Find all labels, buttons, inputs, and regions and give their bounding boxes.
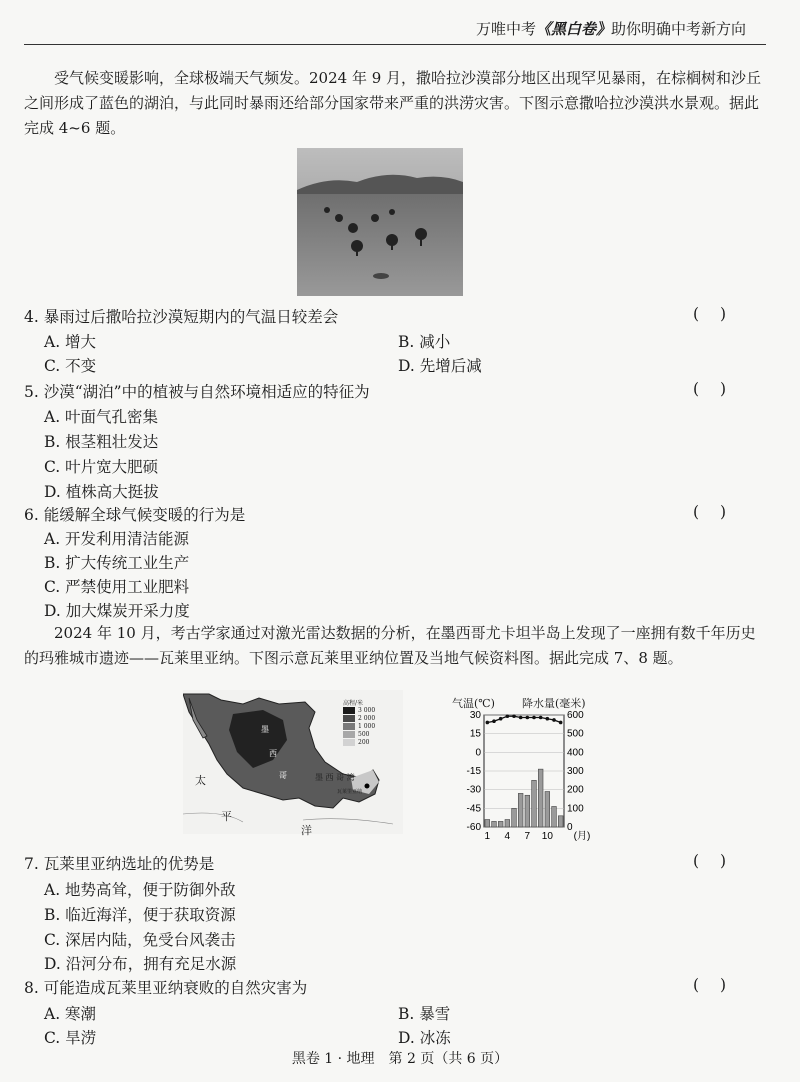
site-label: 瓦莱里亚纳 xyxy=(337,789,363,795)
page-header xyxy=(476,18,746,39)
legend-row xyxy=(343,730,375,738)
q8-stem: 8. 可能造成瓦莱里亚纳衰败的自然灾害为 xyxy=(24,979,308,997)
temperature-point xyxy=(506,714,510,718)
legend-label: 3 000 xyxy=(358,706,376,714)
legend-swatch xyxy=(343,715,355,722)
q4-option-a: A. 增大 xyxy=(44,333,97,351)
gulf-label: 墨 西 哥 湾 xyxy=(315,773,355,782)
x-unit-label: (月) xyxy=(573,831,591,842)
precipitation-bar xyxy=(485,820,490,827)
q7-option-c: C. 深居内陆，免受台风袭击 xyxy=(44,931,236,949)
legend-swatch xyxy=(343,707,355,714)
intro-paragraph-2: 2024 年 10 月，考古学家通过对激光雷达数据的分析，在墨西哥尤卡坦半岛上发现了一座拥有数千年历史的玛雅城市遗迹——瓦莱里亚纳。下图示意瓦莱里亚纳位置及当地气候资料图。据此完成 7、8 题。 xyxy=(24,624,756,667)
temperature-point xyxy=(519,716,523,720)
tick-label-left: 0 xyxy=(475,747,481,759)
desert-flood-photo xyxy=(297,148,463,296)
temperature-point xyxy=(492,719,496,723)
q8-option-c: C. 旱涝 xyxy=(44,1029,97,1047)
legend-row xyxy=(343,706,375,714)
q5-option-a: A. 叶面气孔密集 xyxy=(44,408,159,426)
tick-label-right: 0 xyxy=(567,822,573,833)
x-tick-label: 10 xyxy=(541,831,553,842)
q4-option-d: D. 先增后减 xyxy=(398,357,482,375)
q8-option-b: B. 暴雪 xyxy=(398,1005,451,1023)
tick-label-left: 30 xyxy=(469,710,481,721)
x-tick-label: 4 xyxy=(504,831,511,842)
chart-ylabel-right: 降水量(毫米) xyxy=(522,697,586,710)
ocean-label-1: 太 xyxy=(195,774,206,787)
precipitation-bar xyxy=(512,808,517,827)
legend-label: 2 000 xyxy=(358,714,376,722)
legend-row xyxy=(343,738,375,746)
q8-option-d: D. 冰冻 xyxy=(398,1029,451,1047)
country-char-3: 哥 xyxy=(279,771,287,780)
x-tick-label: 1 xyxy=(484,831,491,842)
tick-label-left: -60 xyxy=(466,822,481,833)
header-prefix: 万唯中考 xyxy=(475,20,536,38)
climate-chart xyxy=(452,695,620,855)
q6-stem: 6. 能缓解全球气候变暖的行为是 xyxy=(24,506,246,524)
legend-label: 200 xyxy=(358,738,370,746)
temperature-point xyxy=(546,717,550,721)
tick-label-left: 15 xyxy=(469,728,481,740)
q8-option-a: A. 寒潮 xyxy=(44,1005,97,1023)
q7-option-d: D. 沿河分布，拥有充足水源 xyxy=(44,955,237,973)
legend-row xyxy=(343,714,375,722)
precipitation-bar xyxy=(498,821,503,827)
precipitation-bar xyxy=(492,821,497,827)
temperature-point xyxy=(539,716,543,720)
temperature-point xyxy=(499,717,503,721)
map-legend-title: 高程/米 xyxy=(343,700,364,707)
tick-label-right: 200 xyxy=(567,784,584,796)
country-char-2: 西 xyxy=(269,749,277,758)
temperature-point xyxy=(532,716,536,720)
q6-option-b: B. 扩大传统工业生产 xyxy=(44,554,190,572)
precipitation-bar xyxy=(558,816,563,827)
tick-label-right: 500 xyxy=(567,728,584,740)
intro-paragraph-1: 受气候变暖影响，全球极端天气频发。2024 年 9 月，撒哈拉沙漠部分地区出现罕见暴雨，在棕榈树和沙丘之间形成了蓝色的湖泊，与此同时暴雨还给部分国家带来严重的洪涝灾害。下图示意撒哈拉沙漠洪水景观。据此完成 4~6 题。 xyxy=(24,69,762,137)
q5-stem: 5. 沙漠“湖泊”中的植被与自然环境相适应的特征为 xyxy=(24,383,370,401)
page-footer: 黑卷 1 · 地理 第 2 页（共 6 页） xyxy=(291,1051,509,1067)
q6-option-d: D. 加大煤炭开采力度 xyxy=(44,602,190,620)
tick-label-right: 600 xyxy=(567,710,584,721)
mexico-elevation-map xyxy=(183,690,403,837)
legend-row xyxy=(343,722,375,730)
q7-option-b: B. 临近海洋，便于获取资源 xyxy=(44,906,236,924)
q5-option-b: B. 根茎粗壮发达 xyxy=(44,433,159,451)
q5-option-c: C. 叶片宽大肥硕 xyxy=(44,458,159,476)
temperature-point xyxy=(486,721,490,725)
precipitation-bar xyxy=(538,769,543,827)
legend-swatch xyxy=(343,739,355,746)
x-tick-label: 7 xyxy=(524,831,531,842)
q8-answer-paren: ( ) xyxy=(692,976,734,994)
ocean-label-3: 洋 xyxy=(301,824,312,837)
temperature-line xyxy=(487,716,560,722)
q7-answer-paren: ( ) xyxy=(692,852,734,870)
q4-answer-paren: ( ) xyxy=(692,305,734,323)
ocean-label-2: 平 xyxy=(221,810,232,823)
country-char-1: 墨 xyxy=(261,725,269,734)
precipitation-bar xyxy=(552,806,557,827)
q5-option-d: D. 植株高大挺拔 xyxy=(44,483,159,501)
legend-label: 1 000 xyxy=(358,722,376,730)
temperature-point xyxy=(512,714,516,718)
q5-answer-paren: ( ) xyxy=(692,380,734,398)
temperature-point xyxy=(552,718,556,722)
tick-label-left: -30 xyxy=(466,784,481,796)
q6-option-a: A. 开发利用清洁能源 xyxy=(44,530,190,548)
temperature-point xyxy=(559,721,563,725)
q4-stem: 4. 暴雨过后撒哈拉沙漠短期内的气温日较差会 xyxy=(24,308,339,326)
q7-option-a: A. 地势高耸，便于防御外敌 xyxy=(44,881,236,899)
legend-label: 500 xyxy=(358,730,370,738)
precipitation-bar xyxy=(545,792,550,827)
header-suffix: 助你明确中考新方向 xyxy=(610,20,746,38)
tick-label-left: -45 xyxy=(466,803,481,815)
tick-label-right: 400 xyxy=(567,747,584,759)
map-legend xyxy=(343,706,375,746)
precipitation-bar xyxy=(525,795,530,827)
precipitation-bar xyxy=(505,820,510,827)
chart-ylabel-left: 气温(℃) xyxy=(452,697,495,710)
tick-label-right: 100 xyxy=(567,803,584,815)
legend-swatch xyxy=(343,731,355,738)
climate-chart-svg xyxy=(452,695,620,855)
tick-label-right: 300 xyxy=(567,766,584,777)
q6-answer-paren: ( ) xyxy=(692,503,734,521)
q7-stem: 7. 瓦莱里亚纳选址的优势是 xyxy=(24,855,215,873)
q4-option-c: C. 不变 xyxy=(44,357,97,375)
legend-swatch xyxy=(343,723,355,730)
header-brand: 《黑白卷》 xyxy=(535,20,611,38)
q6-option-c: C. 严禁使用工业肥料 xyxy=(44,578,190,596)
precipitation-bar xyxy=(518,793,523,827)
q4-option-b: B. 减小 xyxy=(398,333,451,351)
header-rule xyxy=(24,44,766,45)
tick-label-left: -15 xyxy=(466,766,481,777)
precipitation-bar xyxy=(532,780,537,827)
temperature-point xyxy=(526,716,530,720)
